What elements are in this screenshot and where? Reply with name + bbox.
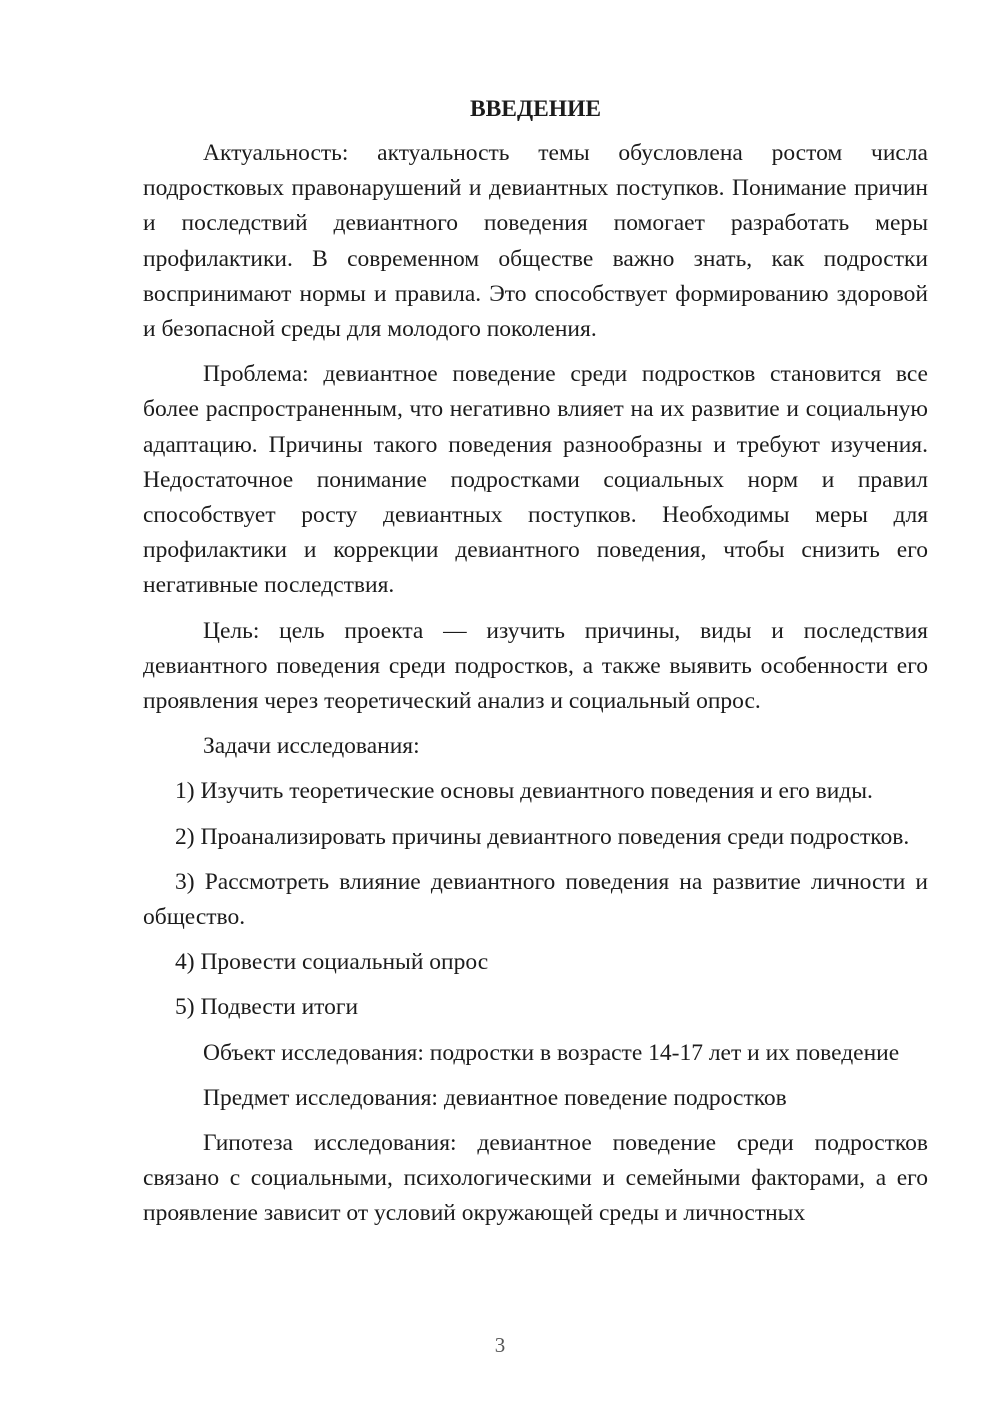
section-heading: ВВЕДЕНИЕ: [469, 96, 602, 122]
task-item: 2) Проанализировать причины девиантного поведения среди подростков.: [175, 823, 910, 850]
task-item: 3) Рассмотреть влияние девиантного поведения на развитие личности и общество.: [143, 868, 928, 931]
subject-paragraph: Предмет исследования: девиантное поведение подростков: [203, 1084, 787, 1111]
task-item: 4) Провести социальный опрос: [175, 949, 489, 976]
document-page: [143, 92, 928, 1242]
hypothesis-paragraph: Гипотеза исследования: девиантное поведение среди подростков связано с социальными, психологическими и семейными факторами, а его проявление зависит от условий окружающей среды и личностных: [143, 1130, 928, 1227]
tasks-intro: Задачи исследования:: [203, 733, 420, 760]
task-item: 1) Изучить теоретические основы девиантного поведения и его виды.: [175, 778, 873, 805]
goal-paragraph: Цель: цель проекта — изучить причины, виды и последствия девиантного поведения среди подростков, а также выявить особенности его проявления через теоретический анализ и социальный опрос.: [143, 617, 928, 715]
tasks-list: [143, 774, 928, 1025]
object-paragraph: Объект исследования: подростки в возрасте 14-17 лет и их поведение: [203, 1039, 900, 1066]
task-item: 5) Подвести итоги: [175, 994, 359, 1021]
page-number: 3: [494, 1333, 506, 1357]
relevance-paragraph: Актуальность: актуальность темы обусловлена ростом числа подростковых правонарушений и девиантных поступков. Понимание причин и последствий девиантного поведения помогает разработать меры профилактики. В современном обществе важно знать, как подростки воспринимают нормы и правила. Это способствует формированию здоровой и безопасной среды для молодого поколения.: [143, 140, 928, 343]
problem-paragraph: Проблема: девиантное поведение среди подростков становится все более распространенным, что негативно влияет на их развитие и социальную адаптацию. Причины такого поведения разнообразны и требуют изучения. Недостаточное понимание подростками социальных норм и правил способствует росту девиантных поступков. Необходимы меры для профилактики и коррекции девиантного поведения, чтобы снизить его негативные последствия.: [143, 361, 928, 599]
